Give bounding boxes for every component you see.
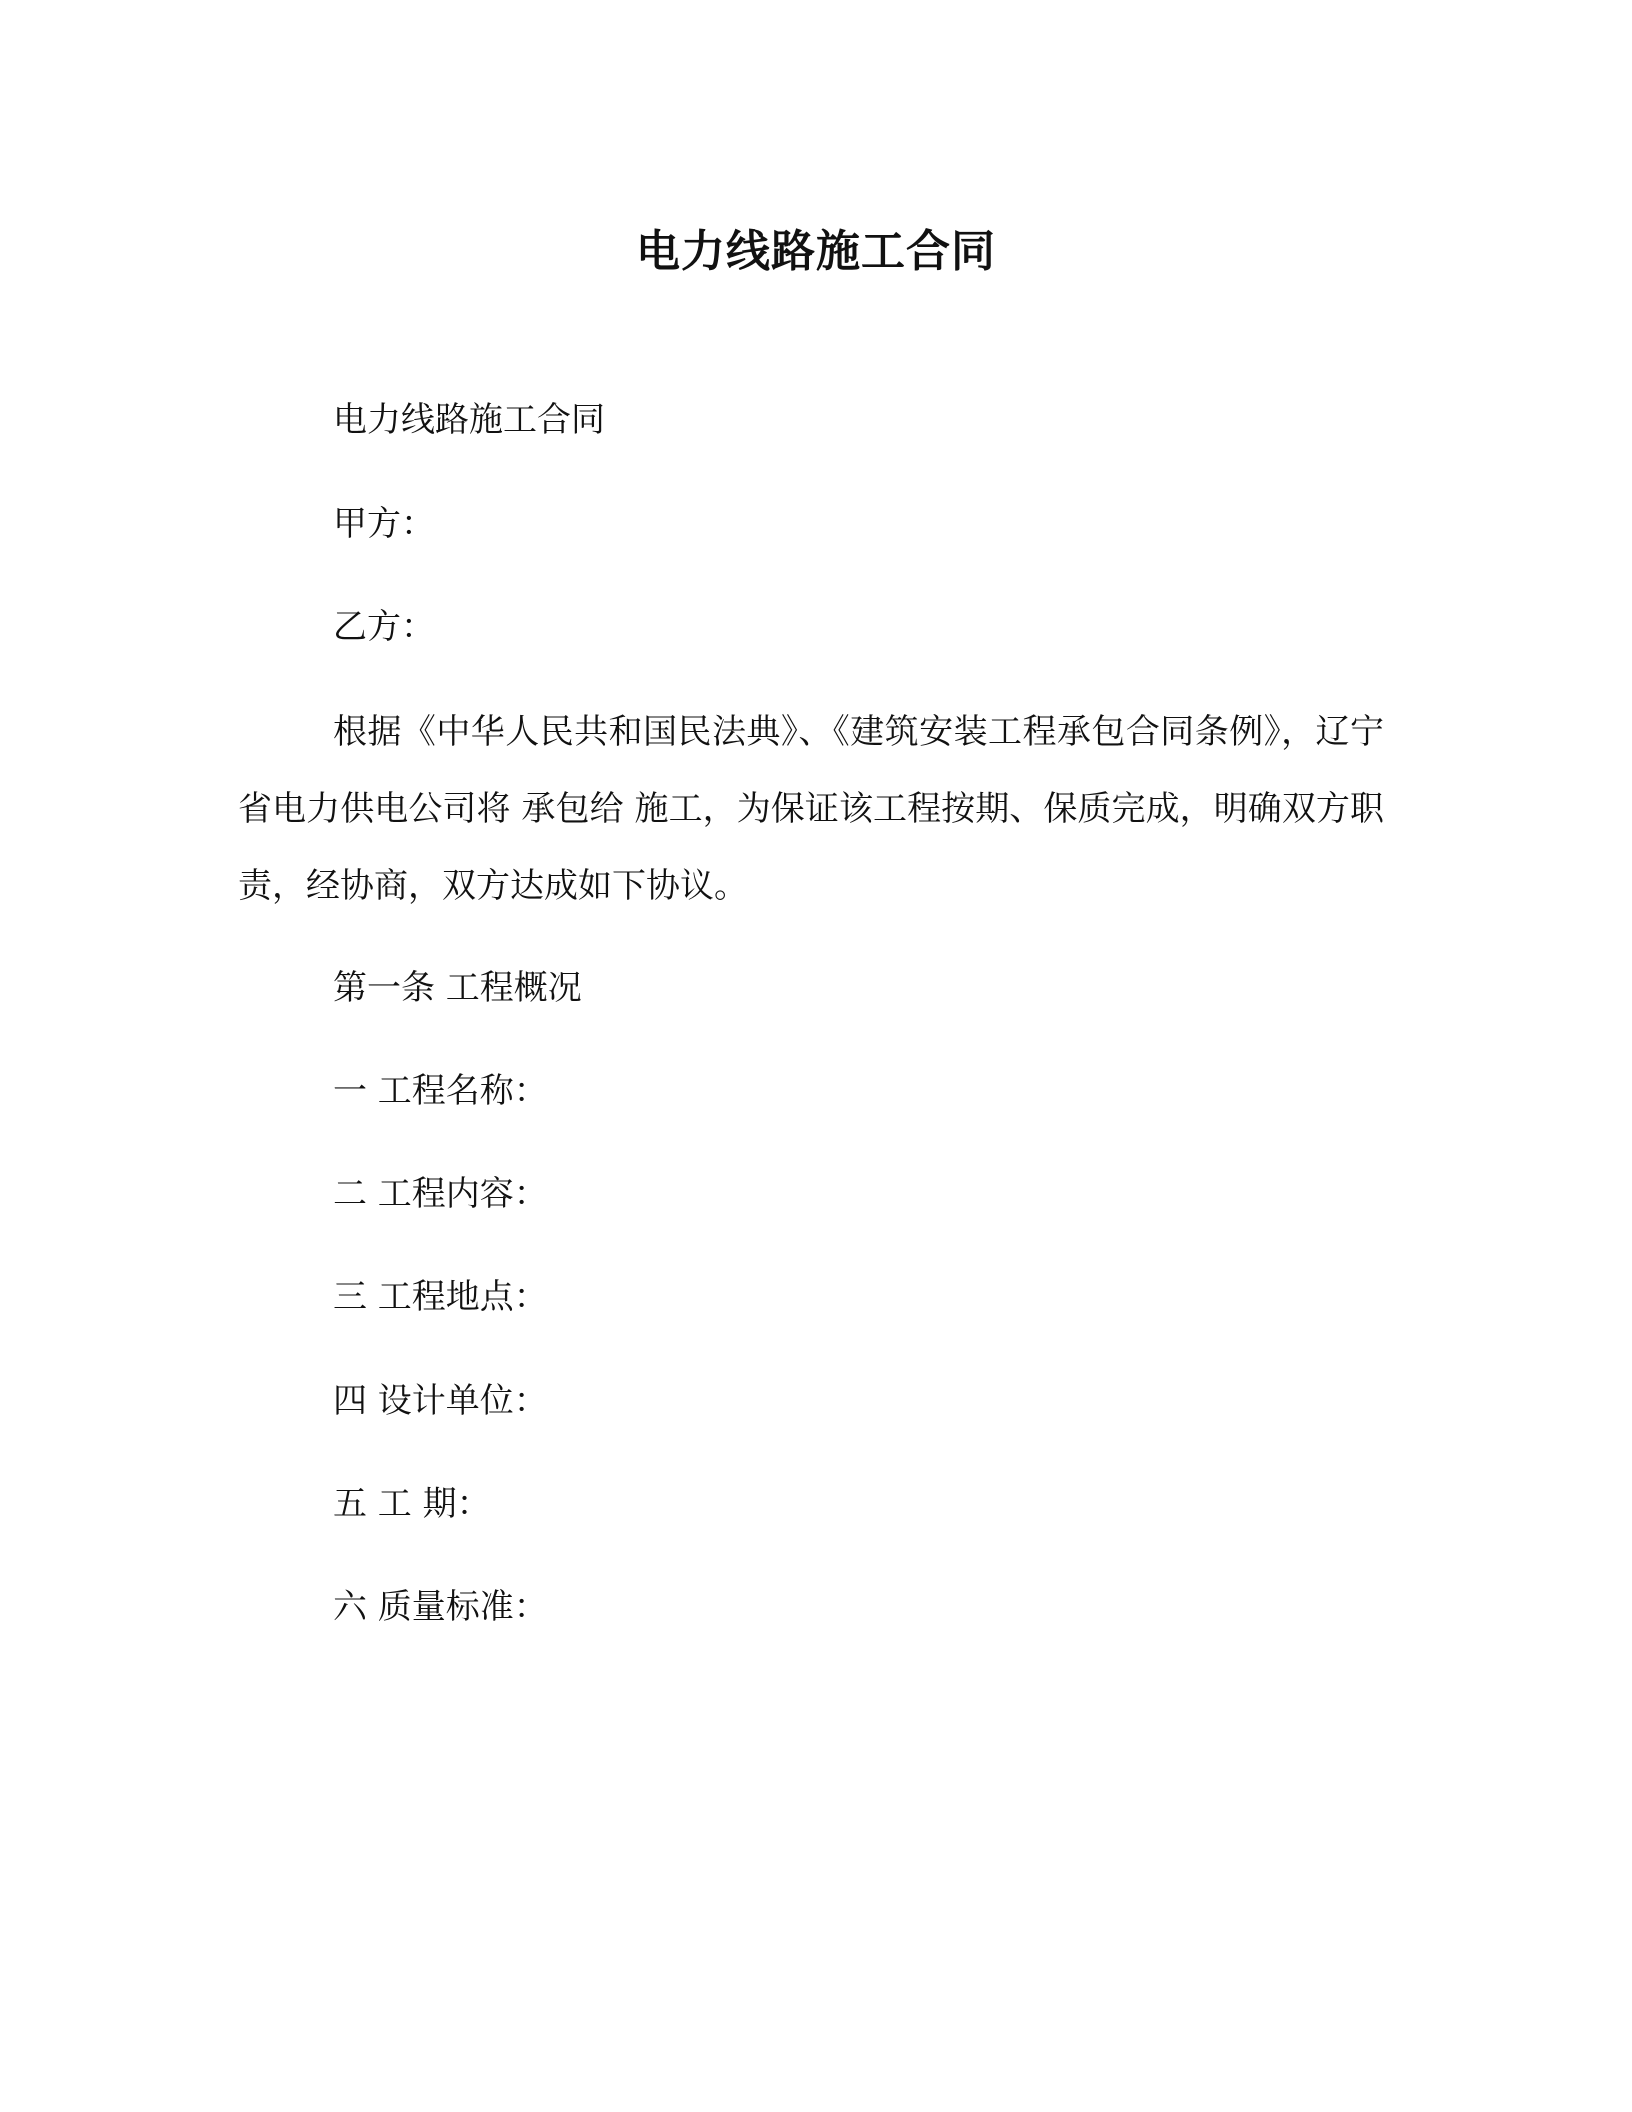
item-design-unit: 四 设计单位：: [333, 1381, 548, 1421]
item-project-content: 二 工程内容：: [333, 1174, 548, 1214]
article-1-heading: 第一条 工程概况: [333, 968, 582, 1008]
party-b-label: 乙方：: [333, 607, 435, 647]
document-title: 电力线路施工合同: [636, 226, 996, 277]
item-quality-standard: 六 质量标准：: [333, 1587, 548, 1627]
item-construction-period: 五 工 期：: [333, 1484, 491, 1524]
contract-subtitle: 电力线路施工合同: [333, 400, 605, 440]
item-project-location: 三 工程地点：: [333, 1277, 548, 1317]
preamble-paragraph: 根据《中华人民共和国民法典》、《建筑安装工程承包合同条例》，辽宁省电力供电公司将 承包给 施工，为保证该工程按期、保质完成，明确双方职责，经协商，双方达成如下协议。: [238, 712, 1384, 906]
item-project-name: 一 工程名称：: [333, 1071, 548, 1111]
party-a-label: 甲方：: [333, 504, 435, 544]
